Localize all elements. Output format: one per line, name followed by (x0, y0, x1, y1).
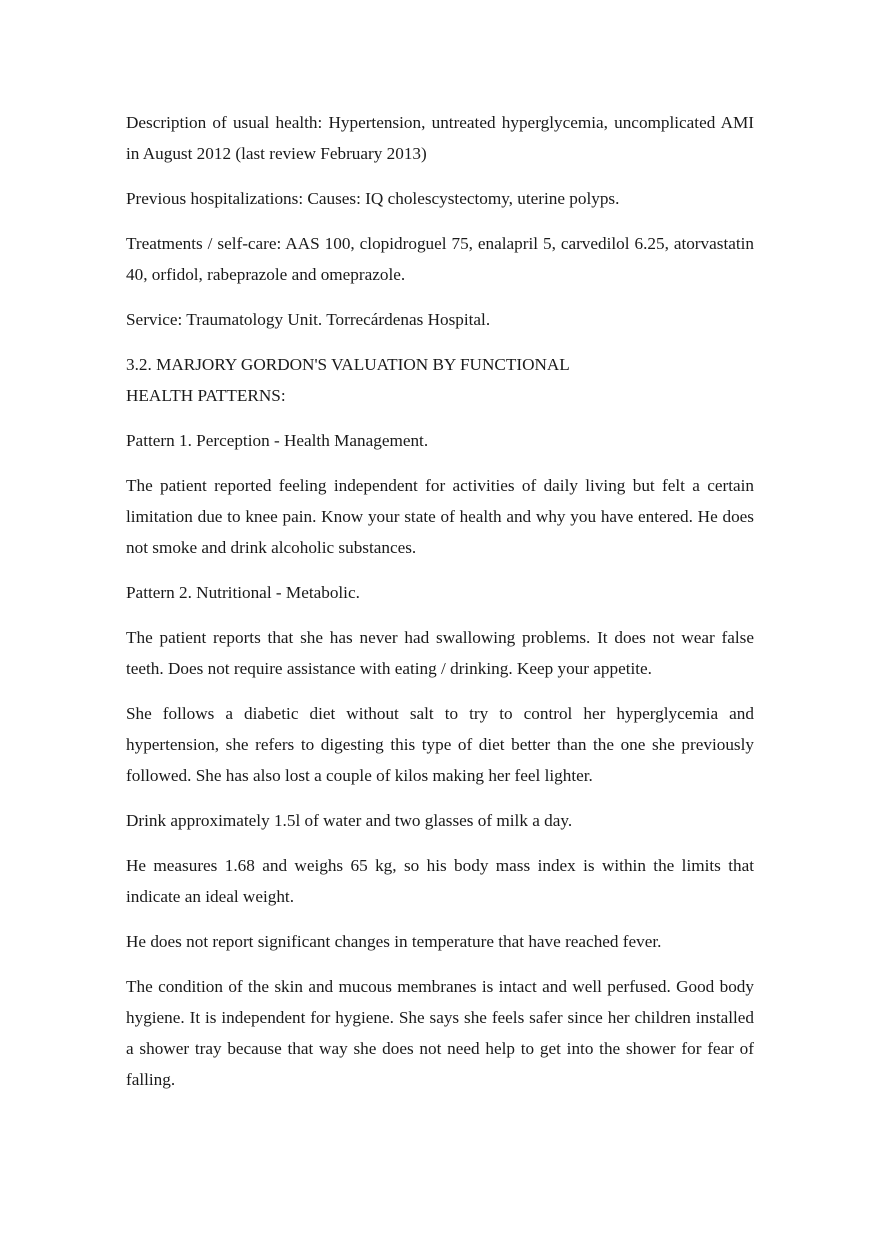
pattern-2-fluids-paragraph: Drink approximately 1.5l of water and two glasses of milk a day. (126, 811, 573, 830)
pattern-1-title: Pattern 1. Perception - Health Management. (126, 431, 429, 450)
pattern-2-title: Pattern 2. Nutritional - Metabolic. (126, 583, 360, 602)
section-heading (126, 349, 754, 411)
pattern-2-swallowing-paragraph: The patient reports that she has never had swallowing problems. It does not wear false teeth. Does not require assistance with eating / drinking. Keep your appetite. (126, 628, 754, 678)
service-paragraph: Service: Traumatology Unit. Torrecárdenas Hospital. (126, 310, 491, 329)
document-page (126, 107, 754, 1109)
previous-hospitalizations-paragraph: Previous hospitalizations: Causes: IQ cholescystectomy, uterine polyps. (126, 189, 620, 208)
section-heading-line-2: HEALTH PATTERNS: (126, 386, 286, 405)
treatments-paragraph: Treatments / self-care: AAS 100, clopidroguel 75, enalapril 5, carvedilol 6.25, atorvastatin 40, orfidol, rabeprazole and omeprazole. (126, 234, 754, 284)
section-heading-line-1: 3.2. MARJORY GORDON'S VALUATION BY FUNCTIONAL (126, 355, 570, 374)
pattern-2-bmi-paragraph: He measures 1.68 and weighs 65 kg, so his body mass index is within the limits that indicate an ideal weight. (126, 856, 754, 906)
pattern-2-skin-paragraph: The condition of the skin and mucous membranes is intact and well perfused. Good body hygiene. It is independent for hygiene. She says she feels safer since her children installed a shower tray because that way she does not need help to get into the shower for fear of falling. (126, 977, 754, 1089)
pattern-2-diet-paragraph: She follows a diabetic diet without salt to try to control her hyperglycemia and hypertension, she refers to digesting this type of diet better than the one she previously followed. She has also lost a couple of kilos making her feel lighter. (126, 704, 754, 785)
pattern-2-temperature-paragraph: He does not report significant changes in temperature that have reached fever. (126, 932, 662, 951)
pattern-1-text: The patient reported feeling independent for activities of daily living but felt a certain limitation due to knee pain. Know your state of health and why you have entered. He does not smoke and drink alcoholic substances. (126, 476, 754, 557)
usual-health-paragraph: Description of usual health: Hypertension, untreated hyperglycemia, uncomplicated AMI in August 2012 (last review February 2013) (126, 113, 754, 163)
